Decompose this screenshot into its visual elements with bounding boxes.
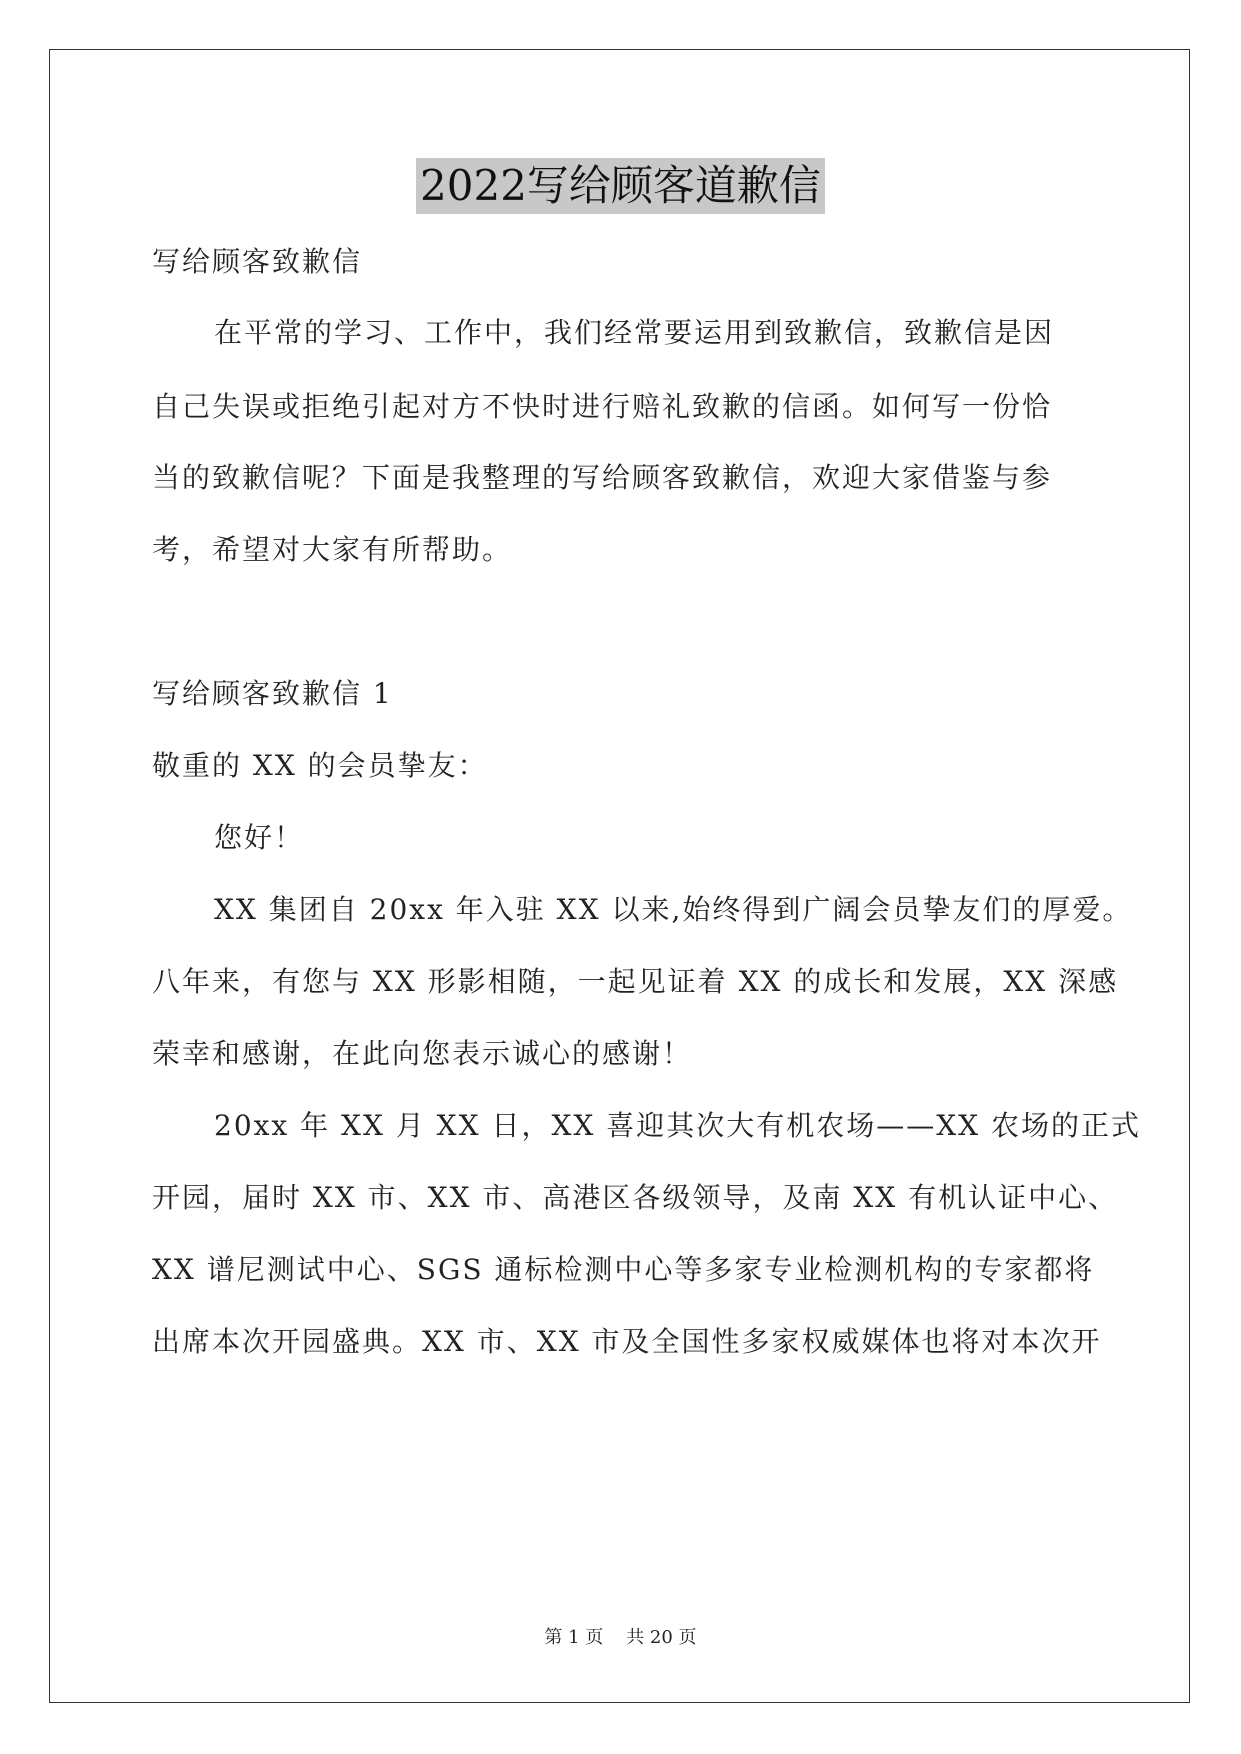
paragraph-line: XX 集团自 20xx 年入驻 XX 以来,始终得到广阔会员挚友们的厚爱。 <box>214 893 1133 926</box>
salutation: 敬重的 XX 的会员挚友： <box>152 749 488 782</box>
paragraph-line: 八年来，有您与 XX 形影相随，一起见证着 XX 的成长和发展，XX 深感 <box>152 965 1119 998</box>
section-heading: 写给顾客致歉信 1 <box>152 677 393 710</box>
paragraph-line: 出席本次开园盛典。XX 市、XX 市及全国性多家权威媒体也将对本次开 <box>152 1325 1102 1358</box>
page-footer <box>0 1626 1241 1650</box>
paragraph-line: 考，希望对大家有所帮助。 <box>152 533 513 566</box>
paragraph-line: 开园，届时 XX 市、XX 市、高港区各级领导，及南 XX 有机认证中心、 <box>152 1181 1119 1214</box>
paragraph-line: 荣幸和感谢，在此向您表示诚心的感谢！ <box>152 1037 693 1070</box>
page-border <box>49 49 1190 1703</box>
paragraph-line: 自己失误或拒绝引起对方不快时进行赔礼致歉的信函。如何写一份恰 <box>152 390 1053 423</box>
section-heading: 写给顾客致歉信 <box>152 245 363 278</box>
paragraph-line: 当的致歉信呢？下面是我整理的写给顾客致歉信，欢迎大家借鉴与参 <box>152 461 1053 494</box>
paragraph-line: 在平常的学习、工作中，我们经常要运用到致歉信，致歉信是因 <box>214 316 1055 349</box>
greeting: 您好！ <box>214 821 305 854</box>
title-container <box>0 158 1241 214</box>
paragraph-line: XX 谱尼测试中心、SGS 通标检测中心等多家专业检测机构的专家都将 <box>152 1253 1095 1286</box>
page-number: 第 1 页 共 20 页 <box>544 1627 697 1648</box>
paragraph-line: 20xx 年 XX 月 XX 日，XX 喜迎其次大有机农场——XX 农场的正式 <box>214 1109 1141 1142</box>
document-title: 2022写给顾客道歉信 <box>416 158 825 214</box>
